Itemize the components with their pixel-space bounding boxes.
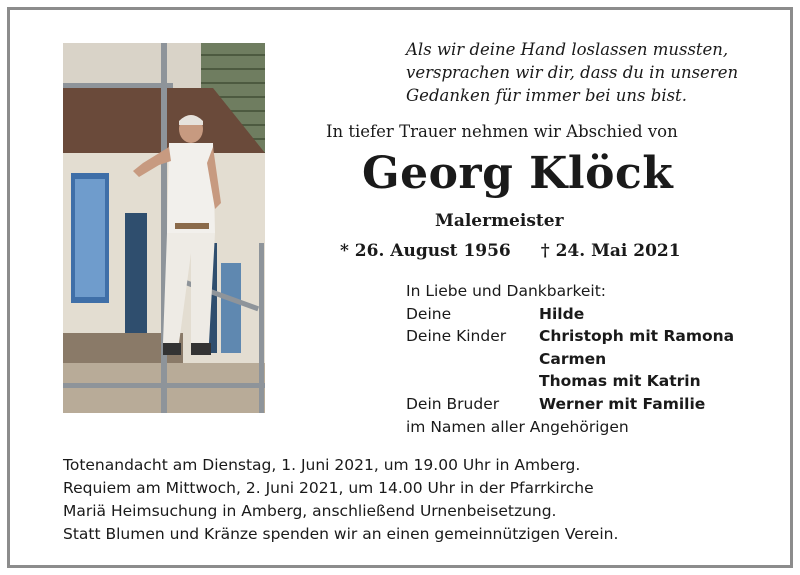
service-details: [63, 454, 618, 546]
relation-label: Deine Kinder: [406, 327, 507, 346]
quote-line: Gedanken für immer bei uns bist.: [406, 86, 687, 105]
mourner-row: [406, 370, 734, 393]
mourners-list: [406, 280, 734, 438]
relation-label: [406, 348, 539, 371]
death-date: † 24. Mai 2021: [540, 241, 681, 261]
memorial-quote: [406, 38, 766, 107]
portrait-photo: [63, 43, 265, 413]
mourner-row: [406, 303, 734, 326]
service-line: Totenandacht am Dienstag, 1. Juni 2021, um 19.00 Uhr in Amberg.: [63, 456, 581, 474]
quote-line: versprachen wir dir, dass du in unseren: [406, 63, 739, 82]
mourners-closing: im Namen aller Angehörigen: [406, 417, 629, 436]
quote-line: Als wir deine Hand loslassen mussten,: [406, 40, 729, 59]
intro-text: In tiefer Trauer nehmen wir Abschied von: [326, 122, 678, 141]
mourner-names: Hilde: [539, 304, 585, 323]
life-dates: [340, 241, 681, 261]
service-line: Statt Blumen und Kränze spenden wir an einen gemeinnützigen Verein.: [63, 525, 619, 543]
birth-date: * 26. August 1956: [340, 241, 511, 261]
mourner-row: [406, 393, 734, 416]
mourner-names: Thomas mit Katrin: [539, 372, 701, 391]
relation-label: [406, 370, 539, 393]
mourner-names: Christoph mit Ramona: [539, 327, 735, 346]
relation-label: Deine: [406, 304, 452, 323]
mourner-row: [406, 348, 734, 371]
relation-label: Dein Bruder: [406, 394, 500, 413]
profession: Malermeister: [435, 211, 564, 231]
deceased-name: Georg Klöck: [362, 148, 674, 199]
service-line: Requiem am Mittwoch, 2. Juni 2021, um 14.00 Uhr in der Pfarrkirche: [63, 479, 594, 497]
service-line: Mariä Heimsuchung in Amberg, anschließend Urnenbeisetzung.: [63, 502, 557, 520]
mourner-row: [406, 325, 734, 348]
mourner-names: Carmen: [539, 349, 607, 368]
mourner-names: Werner mit Familie: [539, 394, 706, 413]
mourners-heading: In Liebe und Dankbarkeit:: [406, 282, 607, 300]
